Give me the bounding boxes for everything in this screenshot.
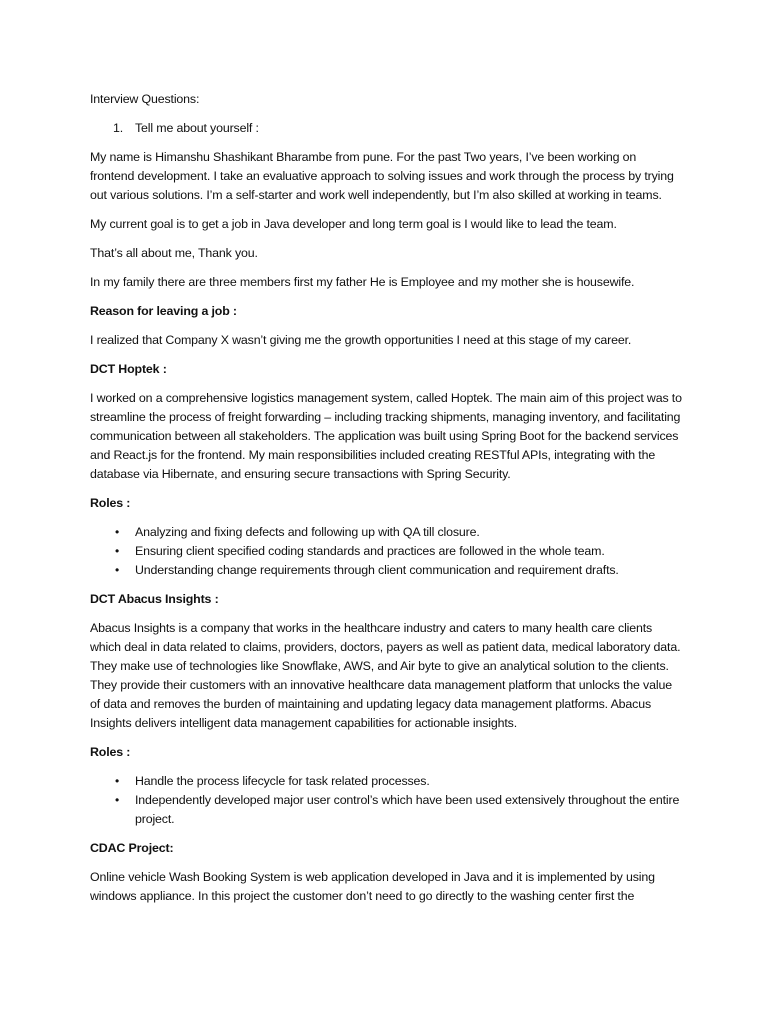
family-paragraph: In my family there are three members first my father He is Employee and my mother she is housewife.	[90, 275, 635, 289]
document-body	[90, 90, 682, 916]
reason-heading: Reason for leaving a job :	[90, 304, 237, 318]
abacus-heading: DCT Abacus Insights :	[90, 592, 219, 606]
intro-paragraph: My name is Himanshu Shashikant Bharambe from pune. For the past Two years, I’ve been working on frontend development. I take an evaluative approach to solving issues and work through the process by trying out various solutions. I’m a self-starter and work well independently, but I’m also skilled at working in teams.	[90, 150, 674, 202]
bullet-icon: •	[115, 544, 120, 558]
closing-paragraph: That’s all about me, Thank you.	[90, 246, 258, 260]
list-item	[90, 791, 682, 829]
hoptek-paragraph: I worked on a comprehensive logistics management system, called Hoptek. The main aim of this project was to streamline the process of freight forwarding – including tracking shipments, managing inventory, and facilitating communication between all stakeholders. The application was built using Spring Boot for the backend services and React.js for the frontend. My main responsibilities included creating RESTful APIs, integrating with the database via Hibernate, and ensuring secure transactions with Spring Security.	[90, 391, 682, 481]
abacus-roles-list	[90, 772, 682, 829]
hoptek-roles-list	[90, 523, 682, 580]
cdac-paragraph: Online vehicle Wash Booking System is web application developed in Java and it is implemented by using windows appliance. In this project the customer don’t need to go directly to the washing center first the	[90, 870, 655, 903]
bullet-icon: •	[115, 774, 120, 788]
list-item	[90, 542, 682, 561]
bullet-icon: •	[115, 525, 120, 539]
cdac-heading: CDAC Project:	[90, 841, 174, 855]
abacus-paragraph: Abacus Insights is a company that works in the healthcare industry and caters to many health care clients which deal in data related to claims, providers, doctors, payers as well as patient data, medical laboratory data. They make use of technologies like Snowflake, AWS, and Air byte to give an analytical solution to the clients. They provide their customers with an innovative healthcare data management platform that unlocks the value of data and removes the burden of maintaining and updating legacy data management platforms. Abacus Insights delivers intelligent data management capabilities for actionable insights.	[90, 621, 681, 730]
roles-heading: Roles :	[90, 745, 131, 759]
document-title: Interview Questions:	[90, 92, 200, 106]
list-item-text: Handle the process lifecycle for task related processes.	[135, 774, 430, 788]
reason-paragraph: I realized that Company X wasn’t giving me the growth opportunities I need at this stage of my career.	[90, 333, 632, 347]
question-number: 1.	[113, 121, 124, 135]
bullet-icon: •	[115, 563, 120, 577]
goal-paragraph: My current goal is to get a job in Java developer and long term goal is I would like to lead the team.	[90, 217, 617, 231]
question-text: Tell me about yourself :	[135, 121, 259, 135]
list-item-text: Analyzing and fixing defects and following up with QA till closure.	[135, 525, 480, 539]
list-item-text: Ensuring client specified coding standards and practices are followed in the whole team.	[135, 544, 605, 558]
bullet-icon: •	[115, 793, 120, 807]
roles-heading: Roles :	[90, 496, 131, 510]
list-item	[90, 523, 682, 542]
list-item	[90, 772, 682, 791]
list-item-text: Independently developed major user control’s which have been used extensively throughout the entire project.	[135, 793, 680, 826]
question-item	[90, 119, 682, 138]
hoptek-heading: DCT Hoptek :	[90, 362, 167, 376]
list-item-text: Understanding change requirements through client communication and requirement drafts.	[135, 563, 619, 577]
list-item	[90, 561, 682, 580]
